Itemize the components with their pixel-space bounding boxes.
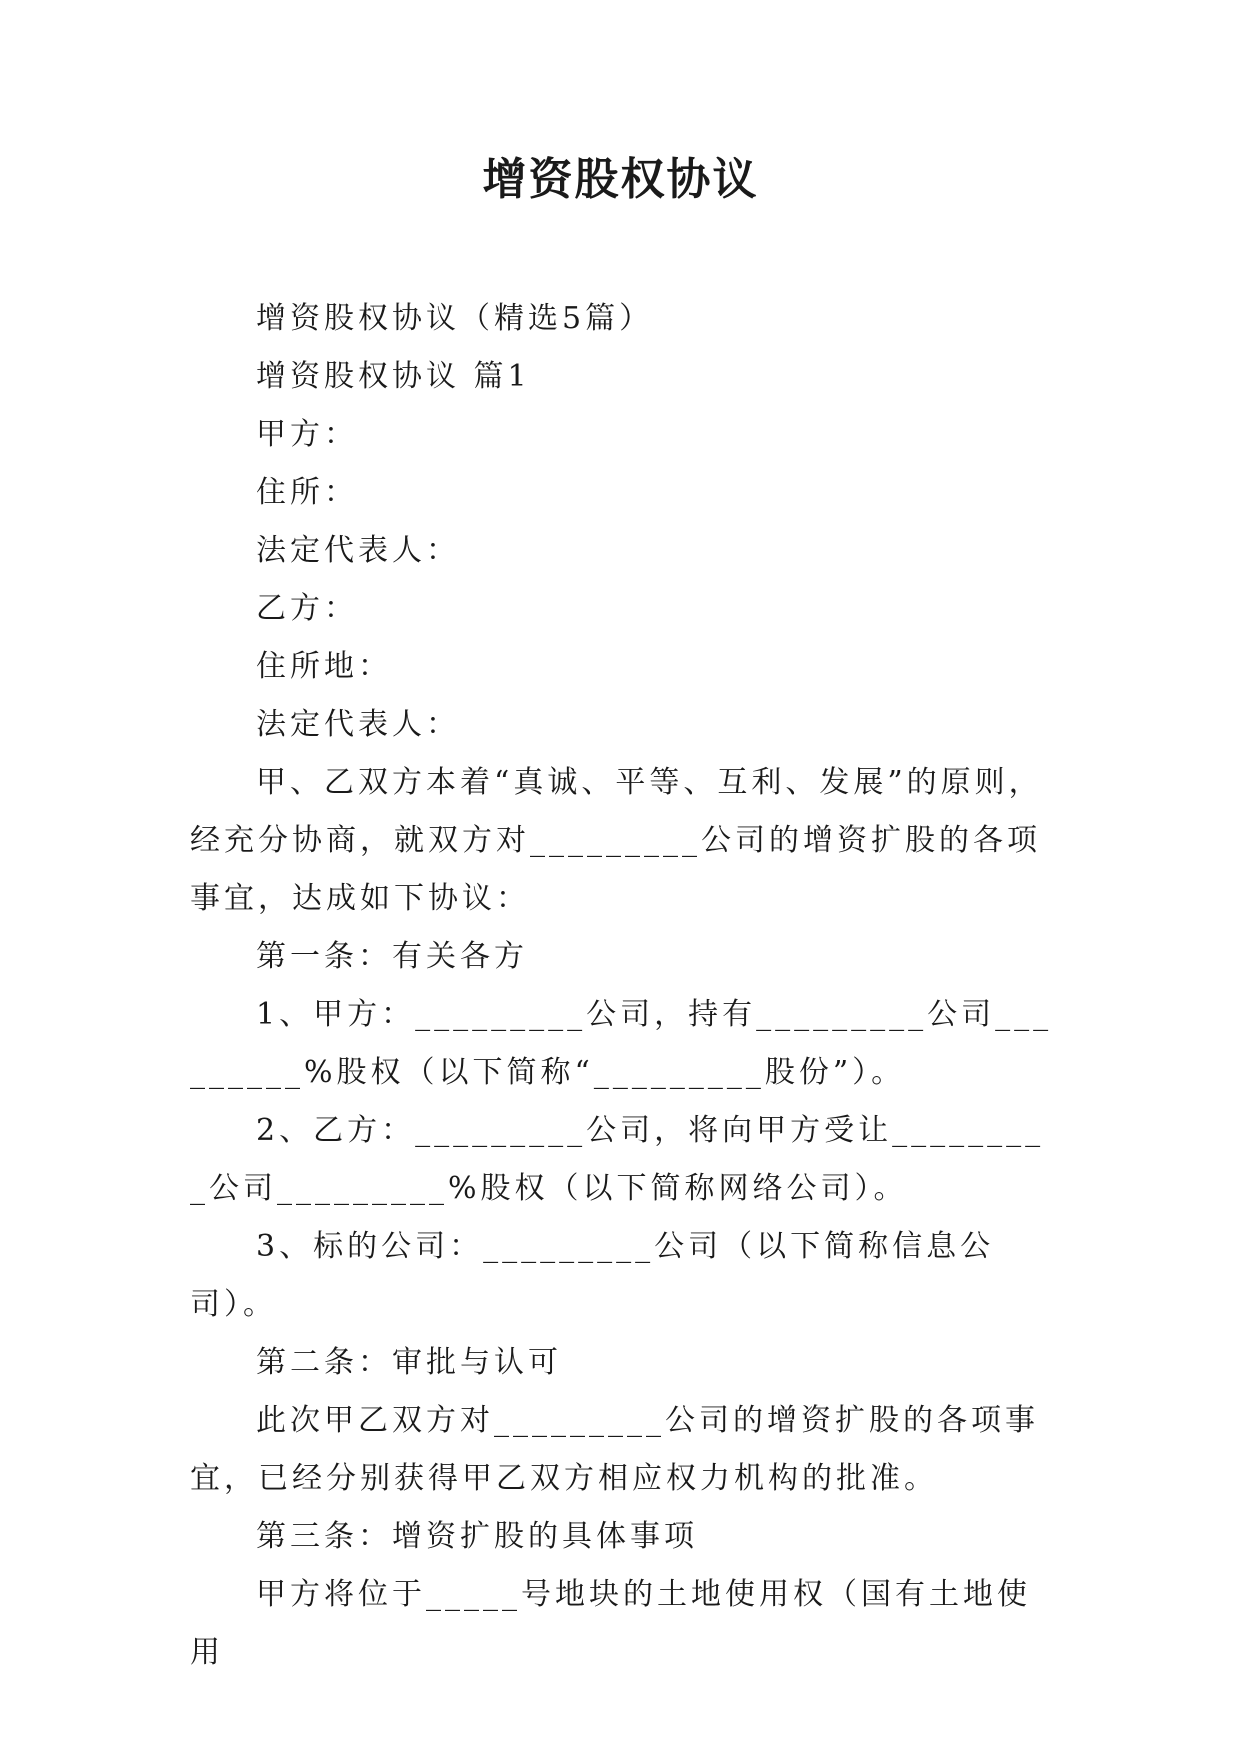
party-b-legal-rep-label: 法定代表人： [256,707,460,742]
article-1-item-1: 1、甲方：_________公司，持有_________公司_________%股权（以下简称“_________股份”）。 [190,997,1053,1090]
article-2-body: 此次甲乙双方对_________公司的增资扩股的各项事宜，已经分别获得甲乙双方相应权力机构的批准。 [190,1403,1039,1496]
party-a-legal-rep-label: 法定代表人： [256,533,460,568]
article-1-title: 第一条：有关各方 [256,939,528,974]
paragraph-preamble: 甲、乙双方本着“真诚、平等、互利、发展”的原则，经充分协商，就双方对_________公司的增资扩股的各项事宜，达成如下协议： [190,765,1043,916]
paragraph-section-title: 增资股权协议 篇1 [256,359,531,394]
paragraph-heading: 增资股权协议（精选5篇） [256,301,654,336]
document-body [190,290,1060,1682]
document-title: 增资股权协议 [482,154,759,205]
article-3-body: 甲方将位于_____号地块的土地使用权（国有土地使用 [190,1577,1031,1670]
party-b-address-label: 住所地： [256,649,392,684]
party-a-address-label: 住所： [256,475,358,510]
party-a-label: 甲方： [256,417,358,452]
article-3-title: 第三条：增资扩股的具体事项 [256,1519,698,1554]
article-1-item-3: 3、标的公司：_________公司（以下简称信息公司）。 [190,1229,995,1322]
article-2-title: 第二条：审批与认可 [256,1345,562,1380]
article-1-item-2: 2、乙方：_________公司，将向甲方受让_________公司_________%股权（以下简称网络公司）。 [190,1113,1045,1206]
party-b-label: 乙方： [256,591,358,626]
